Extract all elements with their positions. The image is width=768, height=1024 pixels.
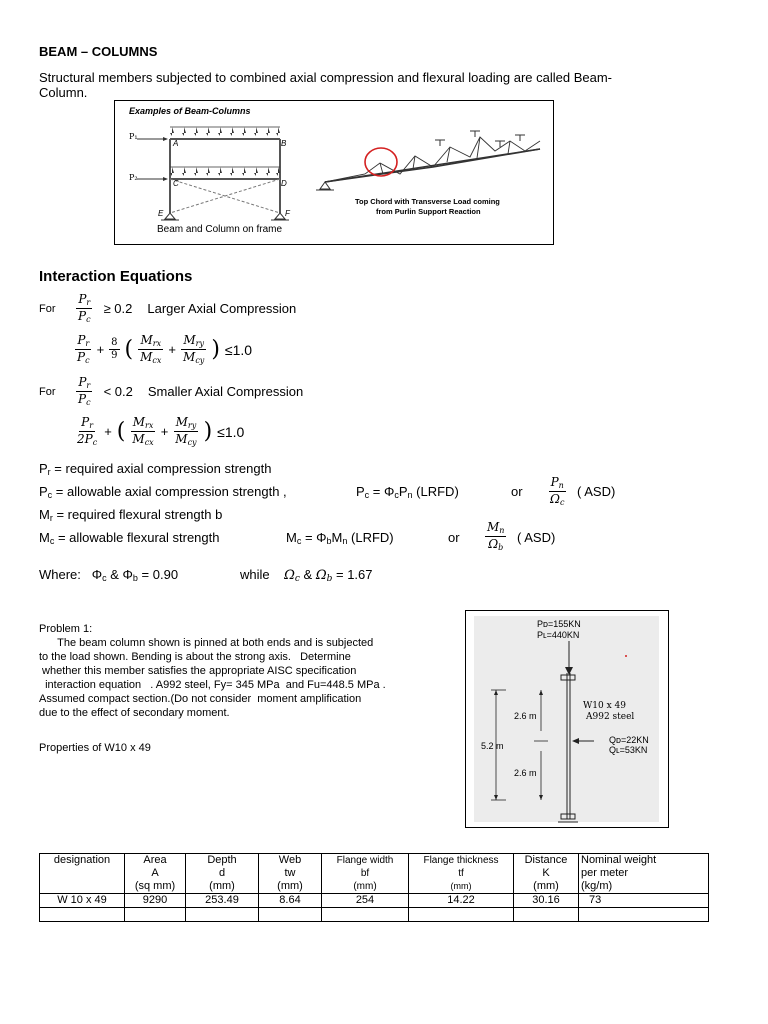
beam-column-examples-figure (114, 100, 554, 245)
case2-for-label: For (39, 385, 56, 398)
figure-title: Examples of Beam-Columns (129, 106, 251, 116)
properties-table (39, 853, 709, 922)
plus-sign: + (160, 424, 169, 440)
close-bracket: ) (203, 419, 213, 445)
table-row (40, 894, 709, 908)
intro-text-cont: Column. (39, 85, 88, 100)
frame-diagram (115, 101, 553, 244)
cell-flange-width: 254 (322, 894, 409, 908)
plus-sign: + (96, 342, 105, 358)
dim-bottom-label: 2.6 m (514, 768, 537, 778)
frame-caption: Beam and Column on frame (157, 224, 283, 235)
cell-designation: W 10 x 49 (40, 894, 125, 908)
def-pr: $P_r$ = required axial compression strength (39, 461, 272, 477)
case1-description: Larger Axial Compression (147, 301, 297, 317)
empty-cell (259, 908, 322, 922)
properties-label: Properties of W10 x 49 (39, 742, 151, 754)
label-ql: Qʟ=53KN (609, 745, 648, 755)
column-diagram (466, 611, 668, 827)
case2-limit: ≤1.0 (217, 423, 245, 440)
case1-equation (75, 334, 252, 366)
dim-top-label: 2.6 m (514, 711, 537, 721)
label-section: W10 x 49 (583, 701, 626, 711)
def-pc: $P_c$ = allowable axial compression strength , (39, 484, 287, 500)
def-mn-omega: $\frac{M_n}{\Omega_b}$ (487, 520, 505, 553)
frame-label-f: F (285, 209, 290, 218)
def-mc-asd: ( ASD) (517, 530, 556, 545)
case2-description: Smaller Axial Compression (147, 384, 304, 400)
problem-line-1: The beam column shown is pinned at both ends and is subjected (39, 637, 374, 649)
case2-comparison: < 0.2 (103, 384, 133, 400)
frame-label-e: E (158, 209, 164, 218)
header-flange-width: Flange width bf (mm) (322, 854, 409, 894)
problem-line-3: whether this member satisfies the appropriate AISC specification (39, 665, 357, 677)
empty-cell (322, 908, 409, 922)
case2-condition (39, 376, 303, 408)
case2-equation (75, 416, 244, 448)
cell-nominal-weight: 73 (579, 894, 709, 908)
def-mc: $M_c$ = allowable flexural strength (39, 530, 220, 546)
problem-line-6: due to the effect of secondary moment. (39, 707, 230, 719)
truss-caption-line2: from Purlin Support Reaction (376, 207, 481, 216)
header-flange-thickness: Flange thickness tf (mm) (409, 854, 514, 894)
frame-label-d: D (281, 179, 287, 188)
intro-text: Structural members subjected to combined axial compression and flexural loading are called Beam- (39, 70, 613, 85)
problem-line-5: Assumed compact section.(Do not consider moment amplification (39, 693, 362, 705)
label-steel: A992 steel (586, 712, 635, 722)
def-pn-omega: $\frac{P_n}{\Omega_c}$ (550, 475, 565, 508)
header-nominal-weight: Nominal weight per meter (kg/m) (579, 854, 709, 894)
empty-cell (186, 908, 259, 922)
def-mr: $M_r$ = required flexural strength b (39, 507, 223, 523)
header-designation: designation (40, 854, 125, 894)
label-pl: Pʟ=440KN (537, 630, 580, 640)
while-line: while $\Omega_c$ & $\Omega_b = 1.67$ (240, 567, 373, 584)
section-title: Interaction Equations (39, 268, 193, 285)
eq2-term-mrx-mcx: $\frac{M_{rx}}{M_{cx}}$ (132, 415, 154, 448)
label-qd: Qᴅ=22KN (609, 735, 649, 745)
eq2-term-mry-mcy: $\frac{M_{ry}}{M_{cy}}$ (175, 415, 197, 448)
dim-total-label: 5.2 m (481, 741, 504, 751)
cell-depth: 253.49 (186, 894, 259, 908)
frame-label-p2: P₂ (129, 173, 138, 182)
frame-label-a: A (173, 139, 179, 148)
page-title: BEAM – COLUMNS (39, 44, 158, 59)
plus-sign: + (168, 342, 177, 358)
ratio-pr-pc: $\frac{P_r}{P_c}$ (78, 292, 91, 325)
def-pc-or: or (511, 484, 523, 499)
problem-line-2: to the load shown. Bending is about the strong axis. Determine (39, 651, 351, 663)
case1-limit: ≤1.0 (224, 341, 253, 358)
cell-area: 9290 (125, 894, 186, 908)
empty-cell (40, 908, 125, 922)
close-bracket: ) (211, 337, 220, 363)
header-web: Web tw (mm) (259, 854, 322, 894)
empty-cell (125, 908, 186, 922)
case1-for-label: For (39, 302, 56, 315)
eq1-term-pr-pc: $\frac{P_r}{P_c}$ (77, 333, 90, 366)
frame-label-b: B (281, 139, 287, 148)
case1-comparison: ≥ 0.2 (103, 301, 133, 317)
problem-line-4: interaction equation . A992 steel, Fy= 345 MPa and Fu=448.5 MPa . (39, 679, 386, 691)
frame-label-c: C (173, 179, 179, 188)
frame-label-p1: P₁ (129, 132, 138, 141)
open-bracket: ( (116, 419, 126, 445)
empty-cell (409, 908, 514, 922)
where-line: Where: $\Phi_c$ & $\Phi_b = 0.90$ (39, 567, 179, 583)
empty-cell (514, 908, 579, 922)
def-pc-formula: $P_c = \Phi_cP_n$ (LRFD) (356, 484, 459, 500)
header-distance: Distance K (mm) (514, 854, 579, 894)
ratio-pr-pc: $\frac{P_r}{P_c}$ (78, 375, 91, 408)
eq1-coefficient: $\frac{8}{9}$ (111, 336, 118, 362)
header-area: Area A (sq mm) (125, 854, 186, 894)
case1-condition (39, 293, 296, 325)
table-header-row (40, 854, 709, 894)
beam-column-problem-figure (465, 610, 669, 828)
table-row-empty (40, 908, 709, 922)
truss-caption-line1: Top Chord with Transverse Load coming (355, 197, 500, 206)
empty-cell (579, 908, 709, 922)
cell-flange-thickness: 14.22 (409, 894, 514, 908)
def-mc-formula: $M_c = \Phi_bM_n$ (LRFD) (286, 530, 394, 546)
plus-sign: + (104, 424, 112, 440)
eq1-term-mrx-mcx: $\frac{M_{rx}}{M_{cx}}$ (140, 333, 162, 366)
label-pd: Pᴅ=155KN (537, 619, 581, 629)
cell-distance: 30.16 (514, 894, 579, 908)
cell-web: 8.64 (259, 894, 322, 908)
problem-title: Problem 1: (39, 623, 93, 635)
header-depth: Depth d (mm) (186, 854, 259, 894)
def-mc-or: or (448, 530, 460, 545)
def-pc-asd: ( ASD) (577, 484, 616, 499)
eq2-term-pr-2pc: $\frac{P_r}{2P_c}$ (77, 415, 98, 448)
open-bracket: ( (124, 337, 134, 363)
eq1-term-mry-mcy: $\frac{M_{ry}}{M_{cy}}$ (183, 333, 205, 366)
